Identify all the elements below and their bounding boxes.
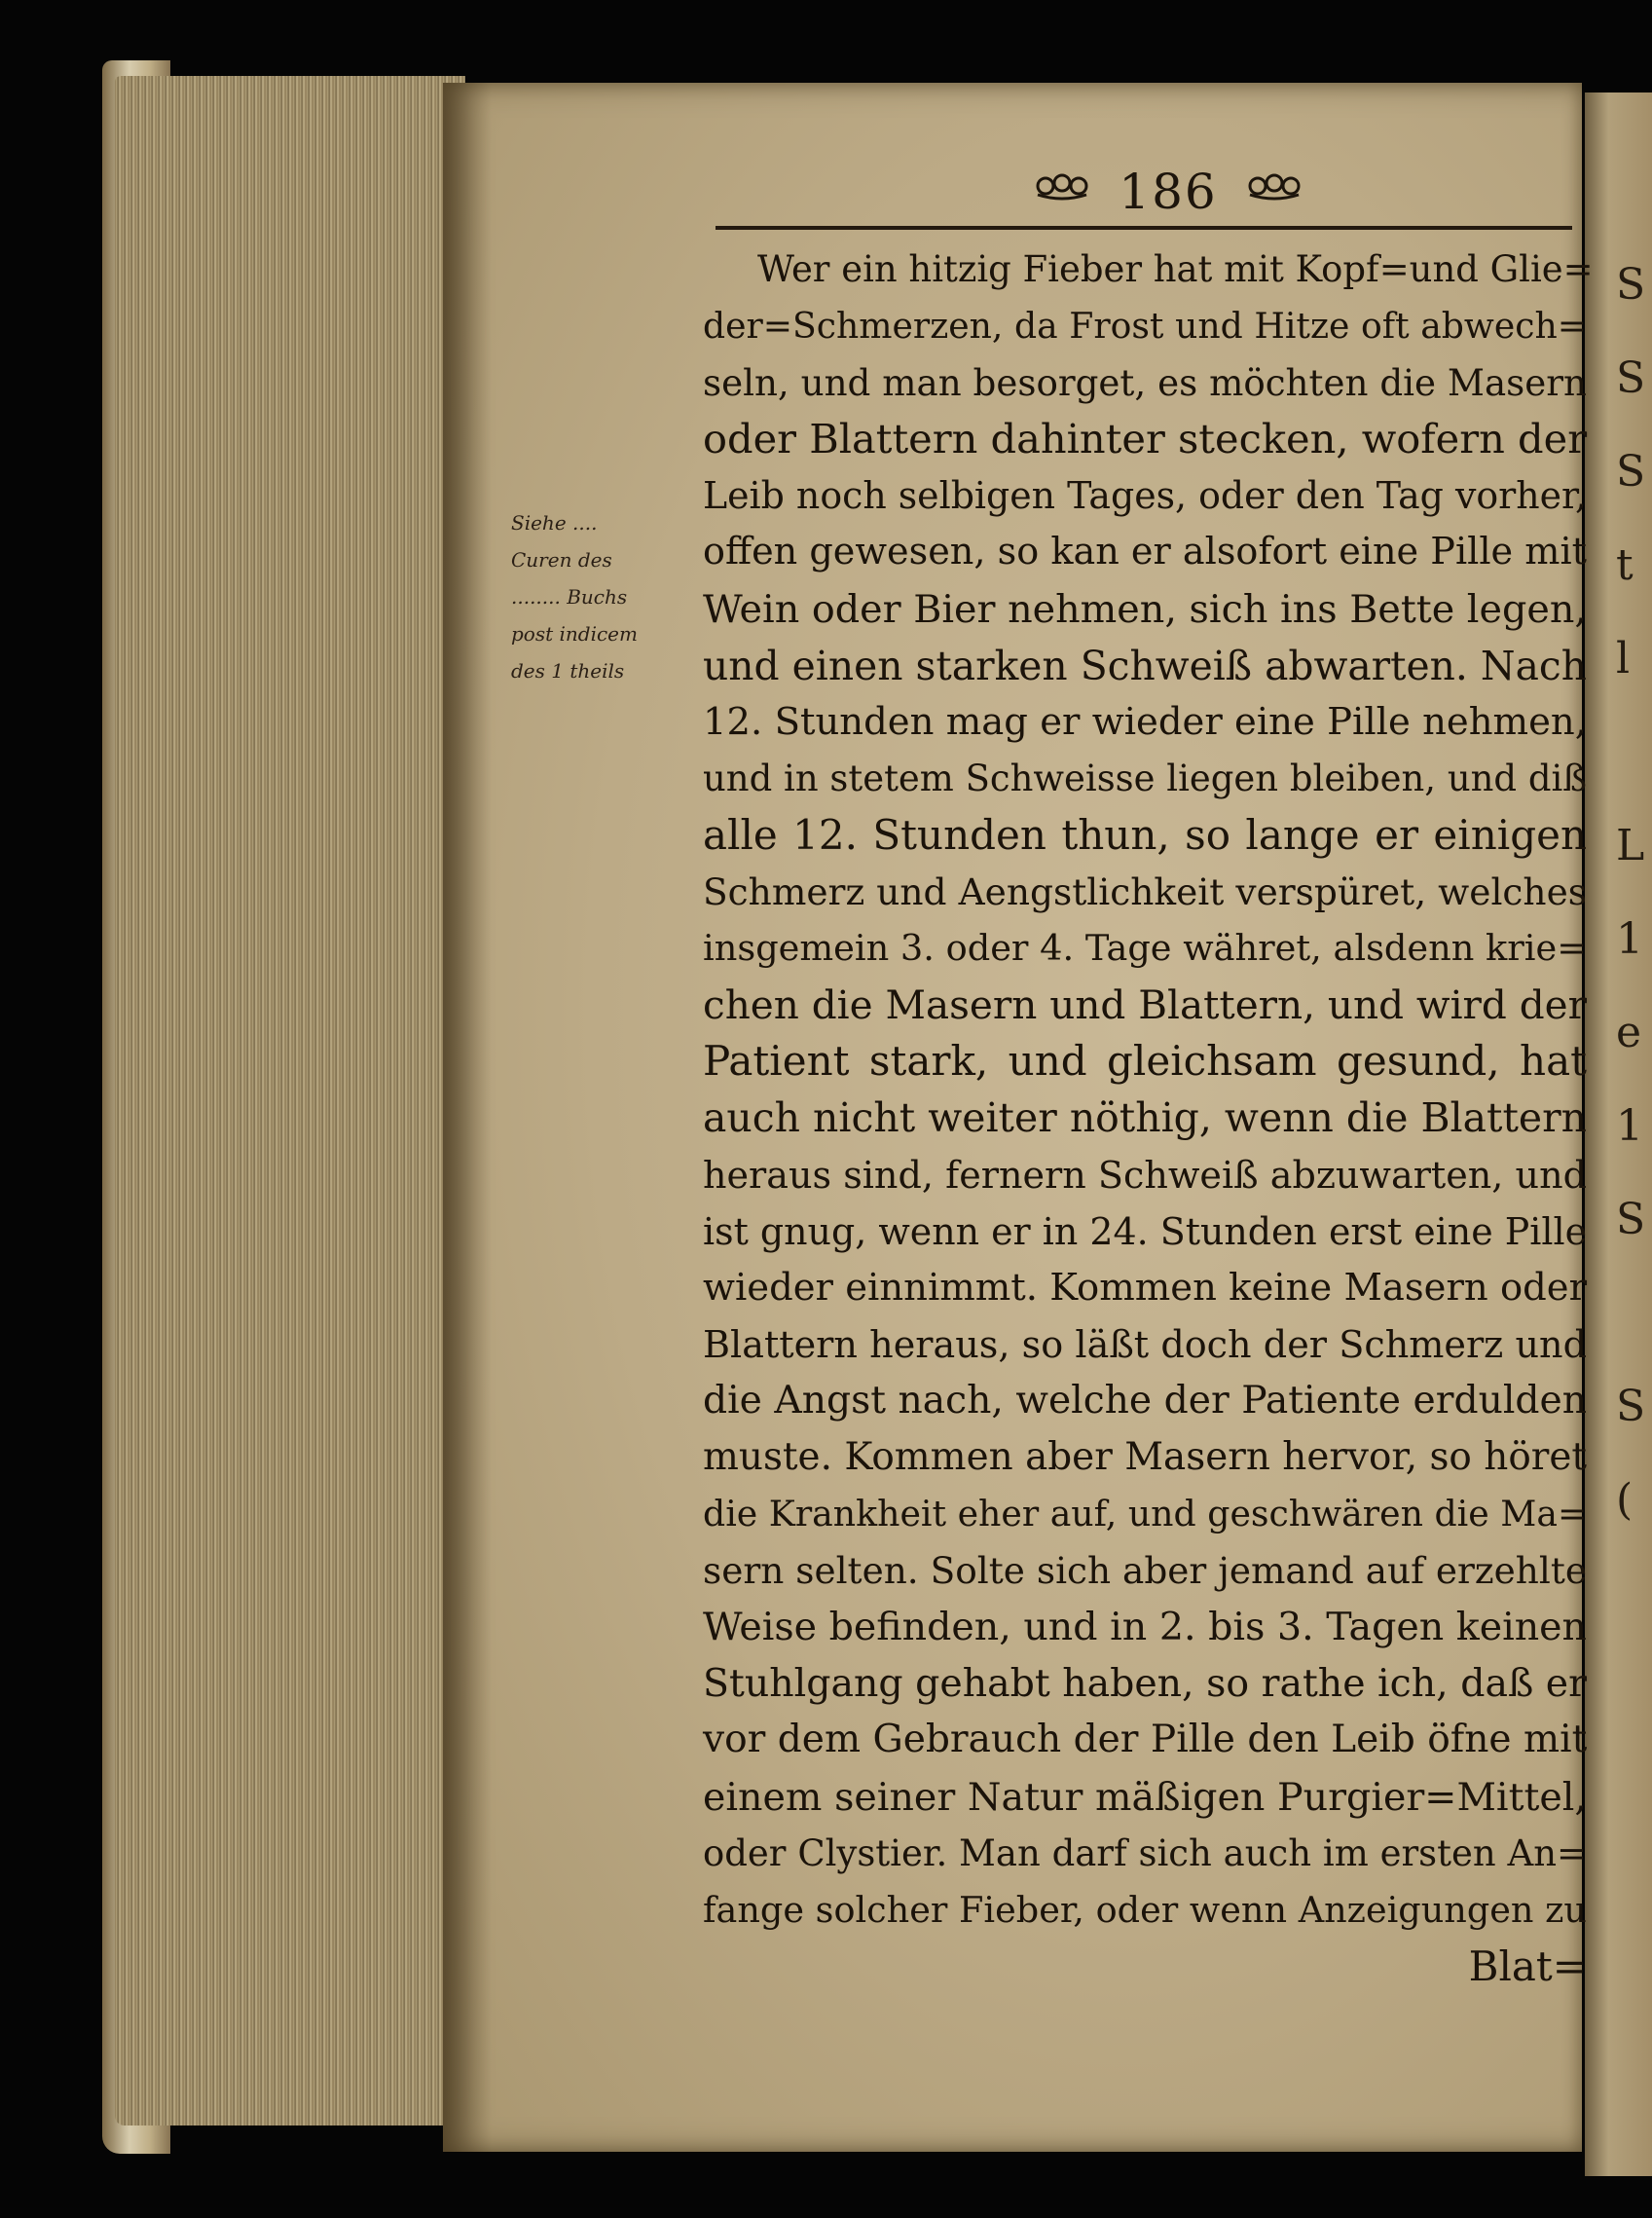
text-line: Stuhlgang gehabt haben, so rathe ich, daß er [703, 1661, 1587, 1707]
page-header [993, 164, 1343, 222]
text-line: der=Schmerzen, da Frost und Hitze oft abwech= [703, 305, 1587, 348]
body-text [703, 241, 1594, 1995]
handwritten-margin-note [511, 504, 701, 689]
facing-page-letter: S [1616, 447, 1646, 497]
text-line: die Krankheit eher auf, und geschwären die Ma= [703, 1493, 1588, 1535]
text-line: fange solcher Fieber, oder wenn Anzeigungen zu [703, 1888, 1587, 1931]
margin-note-line: Curen des [511, 548, 612, 572]
text-line: auch nicht weiter nöthig, wenn die Blattern [703, 1094, 1587, 1142]
facing-page-letter: 1 [1616, 914, 1643, 964]
text-line: Blattern heraus, so läßt doch der Schmerz und [703, 1322, 1587, 1366]
text-line: alle 12. Stunden thun, so lange er einigen [703, 810, 1587, 859]
facing-page-letter: S [1616, 260, 1646, 310]
facing-page-letter: ( [1616, 1475, 1634, 1525]
margin-note-line: des 1 theils [511, 659, 625, 683]
text-line: sern selten. Solte sich aber jemand auf erzehlte [703, 1549, 1587, 1593]
text-line: Schmerz und Aengstlichkeit verspüret, welches [703, 870, 1587, 914]
text-line: oder Clystier. Man darf sich auch im ersten An= [703, 1831, 1587, 1874]
text-line: insgemein 3. oder 4. Tage währet, alsdenn krie= [703, 927, 1587, 970]
page-fold-shadow [443, 83, 492, 2152]
facing-page-letter: S [1616, 1382, 1646, 1431]
text-line: und einen starken Schweiß abwarten. Nach [703, 642, 1587, 689]
facing-page-letter: e [1616, 1008, 1642, 1057]
text-line: 12. Stunden mag er wieder eine Pille nehmen, [703, 699, 1587, 744]
text-line: die Angst nach, welche der Patiente erdulden [703, 1378, 1587, 1423]
text-line: Wer ein hitzig Fieber hat mit Kopf=und Glie= [757, 248, 1594, 290]
text-line: Leib noch selbigen Tages, oder den Tag vorher, [703, 474, 1587, 518]
facing-page-letter: t [1616, 540, 1634, 590]
text-line: chen die Masern und Blattern, und wird der [703, 981, 1587, 1029]
text-line: wieder einnimmt. Kommen keine Masern oder [703, 1265, 1587, 1310]
floral-ornament-icon [1034, 171, 1090, 201]
text-line: muste. Kommen aber Masern hervor, so höret [703, 1434, 1587, 1479]
text-line: Blat= [1468, 1941, 1587, 1990]
text-line: offen gewesen, so kan er alsofort eine Pille mit [703, 531, 1587, 574]
text-line: Patient stark, und gleichsam gesund, hat [703, 1037, 1587, 1086]
margin-note-line: post indicem [511, 622, 638, 646]
facing-page-letter: 1 [1616, 1101, 1643, 1151]
text-line: vor dem Gebrauch der Pille den Leib öfne mit [703, 1718, 1588, 1762]
facing-page-letter: L [1616, 821, 1645, 870]
text-line: heraus sind, fernern Schweiß abzuwarten, und [703, 1153, 1587, 1197]
floral-ornament-icon [1246, 171, 1303, 201]
text-line: und in stetem Schweisse liegen bleiben, und diß [703, 757, 1587, 799]
facing-page-letter: l [1616, 634, 1631, 684]
text-line: Wein oder Bier nehmen, sich ins Bette legen, [703, 586, 1587, 632]
facing-page-text [1616, 239, 1652, 1547]
facing-page-letter [1616, 1267, 1652, 1360]
text-line: ist gnug, wenn er in 24. Stunden erst eine Pille [703, 1209, 1587, 1253]
page-number: 186 [1119, 164, 1218, 220]
facing-page-letter: S [1616, 1195, 1646, 1244]
header-rule [716, 226, 1572, 230]
facing-page-letter: S [1616, 353, 1646, 403]
facing-page-letter [1616, 706, 1652, 799]
margin-note-line: Siehe .... [511, 511, 598, 535]
text-line: oder Blattern dahinter stecken, wofern der [703, 415, 1588, 463]
text-line: Weise befinden, und in 2. bis 3. Tagen keinen [703, 1605, 1587, 1650]
page-block-edge [115, 76, 465, 2126]
text-line: seln, und man besorget, es möchten die Masern [703, 361, 1587, 405]
text-line: einem seiner Natur mäßigen Purgier=Mittel, [703, 1774, 1587, 1820]
margin-note-line: ........ Buchs [511, 585, 628, 609]
